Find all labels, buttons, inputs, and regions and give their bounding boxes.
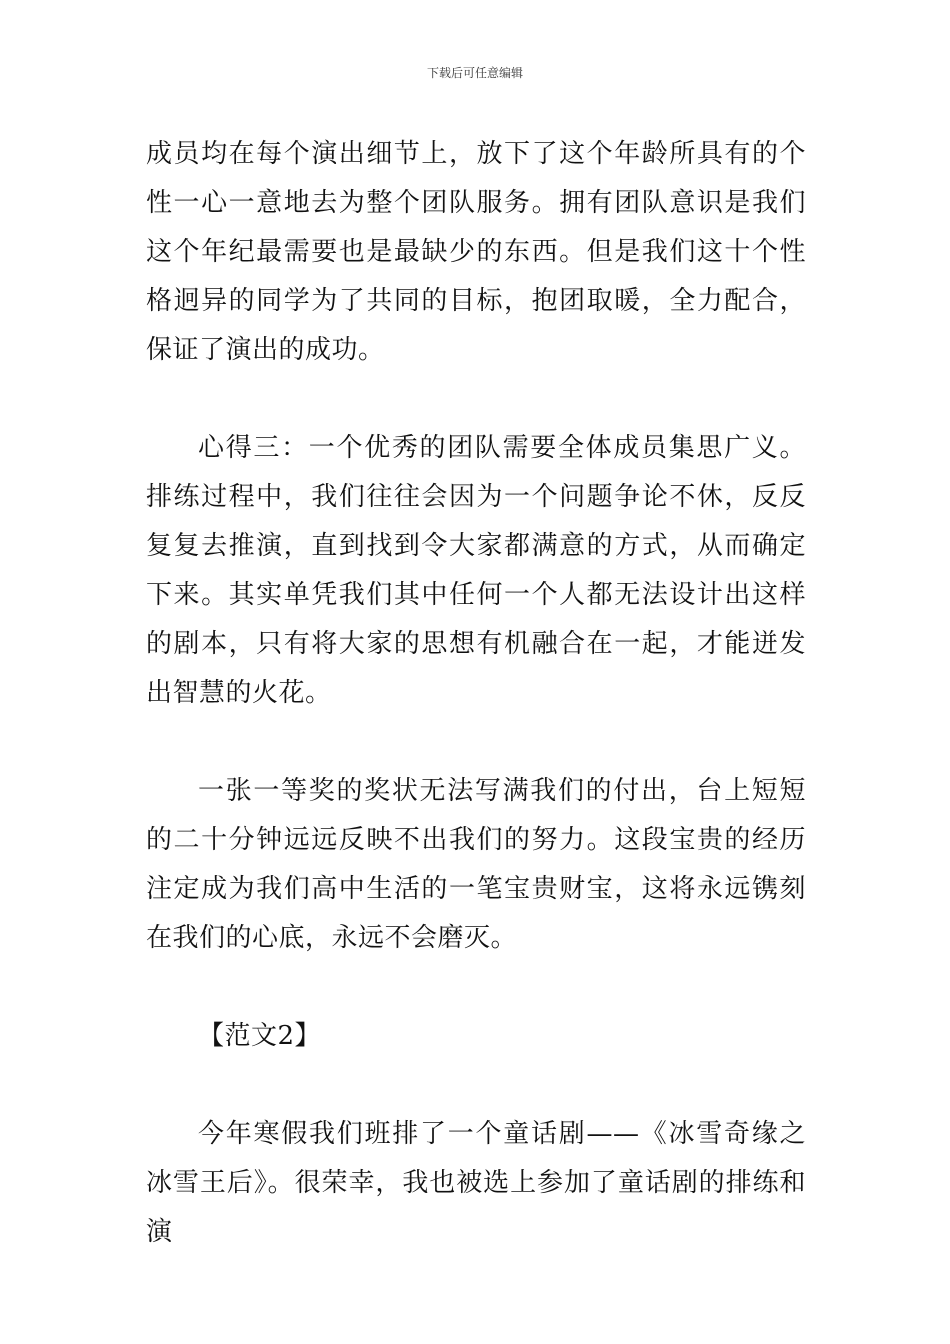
paragraph-gap — [146, 963, 806, 1012]
section-heading-sample-2: 【范文2】 — [198, 1021, 322, 1051]
paragraph-winter-play: 今年寒假我们班排了一个童话剧——《冰雪奇缘之冰雪王后》。很荣幸，我也被选上参加了童话剧的排练和演 — [146, 1119, 806, 1247]
paragraph-gap — [146, 1061, 806, 1110]
page-header: 下载后可任意编辑 — [426, 66, 523, 80]
paragraph-gap — [146, 375, 806, 424]
paragraph-insight-three: 心得三：一个优秀的团队需要全体成员集思广义。排练过程中，我们往往会因为一个问题争论不休，反反复复去推演，直到找到令大家都满意的方式，从而确定下来。其实单凭我们其中任何一个人都无法设计出这样的剧本，只有将大家的思想有机融合在一起，才能迸发出智慧的火花。 — [146, 433, 806, 708]
paragraph-team-service: 成员均在每个演出细节上，放下了这个年龄所具有的个性一心一意地去为整个团队服务。拥有团队意识是我们这个年纪最需要也是最缺少的东西。但是我们这十个性格迥异的同学为了共同的目标，抱团取暖，全力配合，保证了演出的成功。 — [146, 139, 806, 365]
document-body — [146, 130, 806, 1257]
paragraph-gap — [146, 718, 806, 767]
paragraph-award: 一张一等奖的奖状无法写满我们的付出，台上短短的二十分钟远远反映不出我们的努力。这段宝贵的经历注定成为我们高中生活的一笔宝贵财宝，这将永远镌刻在我们的心底，永远不会磨灭。 — [146, 776, 806, 953]
